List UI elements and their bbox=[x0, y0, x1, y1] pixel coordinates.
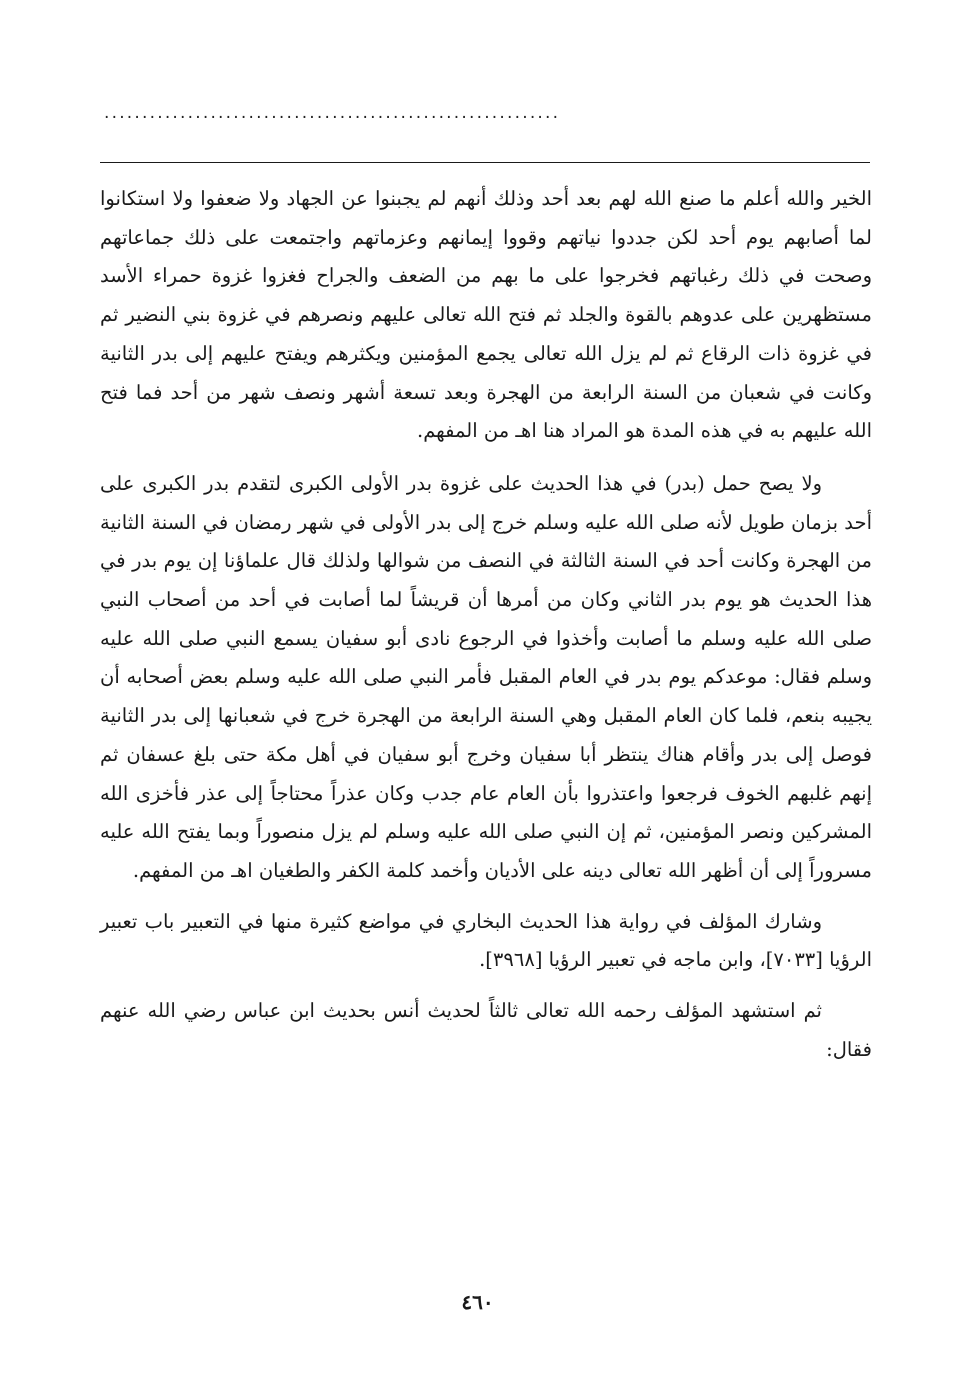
paragraph-next-hadith-intro: ثم استشهد المؤلف رحمه الله تعالى ثالثاً لحديث أنس بحديث ابن عباس رضي الله عنهم فقال: bbox=[100, 999, 872, 1061]
header-dotted-line: ............................................................ bbox=[104, 106, 561, 120]
page-number: ٤٦٠ bbox=[461, 1290, 494, 1314]
header-rule bbox=[100, 162, 870, 163]
paragraph-continuation: الخير والله أعلم ما صنع الله لهم بعد أحد وذلك أنهم لم يجبنوا عن الجهاد ولا ضعفوا ولا استكانوا لما أصابهم يوم أحد لكن جددوا نياتهم وقووا إيمانهم وعزماتهم واجتمعت على ذلك جماعاتهم وصحت في ذلك رغباتهم فخرجوا على ما بهم من الضعف والجراح فغزوا غزوة حمراء الأسد مستظهرين على عدوهم بالقوة والجلد ثم فتح الله تعالى عليهم ونصرهم في غزوة بني النضير ثم في غزوة ذات الرقاع ثم لم يزل الله تعالى يجمع المؤمنين ويكثرهم ويفتح عليهم إلى بدر الثانية وكانت في شعبان من السنة الرابعة من الهجرة وبعد تسعة أشهر ونصف شهر من أحد فما فتح الله عليهم به في هذه المدة هو المراد هنا اهـ من المفهم. bbox=[100, 187, 872, 443]
paragraph-takhrij: وشارك المؤلف في رواية هذا الحديث البخاري في مواضع كثيرة منها في التعبير باب تعبير الرؤيا [٧٠٣٣]، وابن ماجه في تعبير الرؤيا [٣٩٦٨]. bbox=[100, 909, 872, 972]
page-body bbox=[100, 180, 872, 1069]
paragraph-badr-explanation: ولا يصح حمل (بدر) في هذا الحديث على غزوة بدر الأولى الكبرى لتقدم بدر الكبرى على أحد بزمان طويل لأنه صلى الله عليه وسلم خرج إلى بدر الأولى في شهر رمضان في السنة الثانية من الهجرة وكانت أحد في السنة الثالثة في النصف من شوالها ولذلك قال علماؤنا إن يوم بدر في هذا الحديث هو يوم بدر الثاني وكان من أمرها أن قريشاً لما أصابت في أحد من أصحاب النبي صلى الله عليه وسلم ما أصابت وأخذوا في الرجوع نادى أبو سفيان يسمع النبي صلى الله عليه وسلم فقال: موعدكم يوم بدر في العام المقبل فأمر النبي صلى الله عليه وسلم بعض أصحابه أن يجيبه بنعم، فلما كان العام المقبل وهي السنة الرابعة من الهجرة خرج في شعبانها إلى بدر الثانية فوصل إلى بدر وأقام هناك ينتظر أبا سفيان وخرج أبو سفيان في أهل مكة حتى بلغ عسفان ثم إنهم غلبهم الخوف فرجعوا واعتذروا بأن العام عام جدب وكان عذراً محتاجاً إلى عذر فأخزى الله المشركين ونصر المؤمنين، ثم إن النبي صلى الله عليه وسلم لم يزل منصوراً وبما يفتح الله عليه مسروراً إلى أن أظهر الله تعالى دينه على الأديان وأخمد كلمة الكفر والطغيان اهـ من المفهم. bbox=[100, 471, 872, 882]
